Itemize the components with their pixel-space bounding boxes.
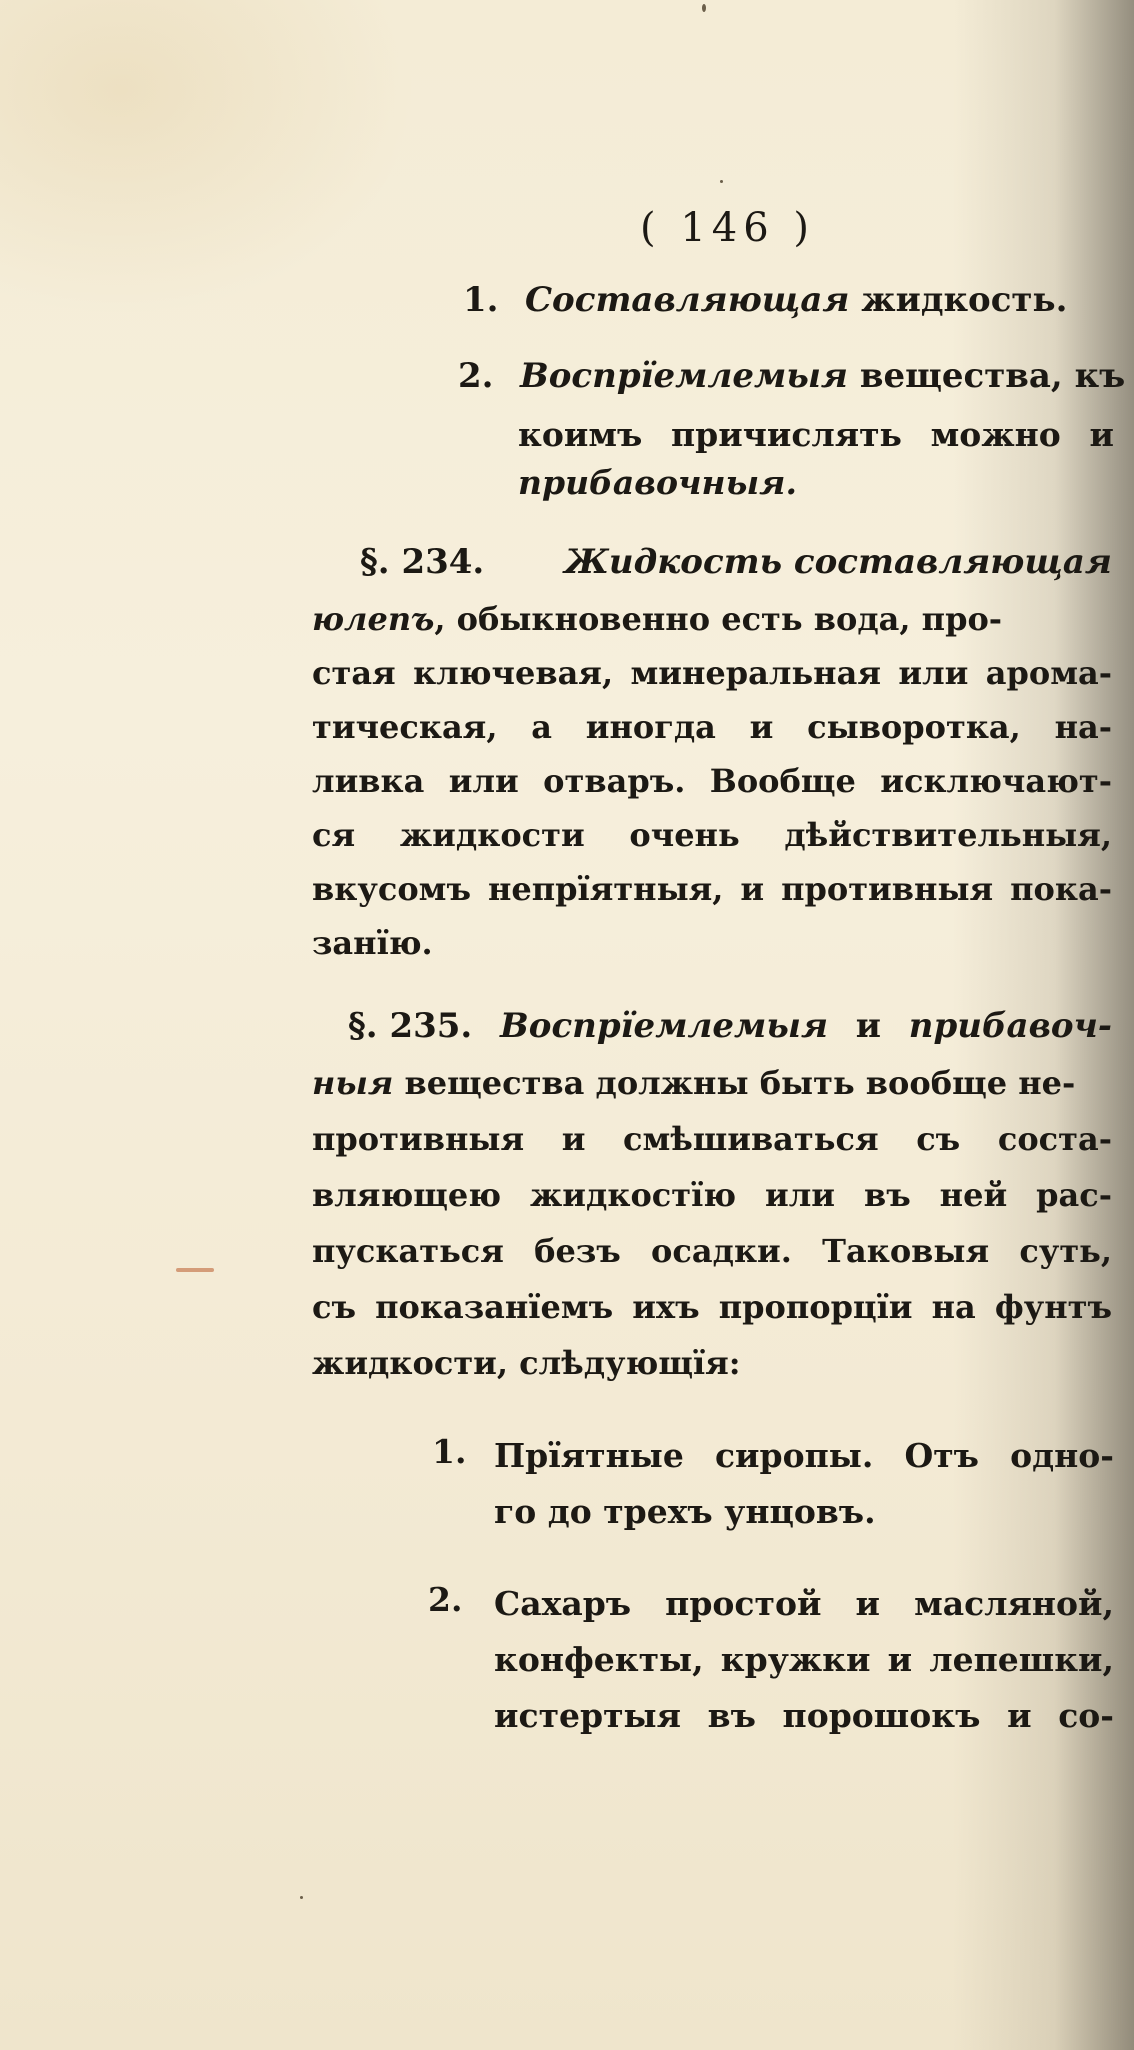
- italic-term: Воспрïемлемыя: [500, 1006, 829, 1046]
- paragraph-line: [312, 600, 1112, 638]
- list-number: 1.: [432, 1432, 467, 1471]
- italic-term: Жидкость составляющая: [564, 542, 1112, 582]
- paragraph-line: ливка или отваръ. Вообще исключают-: [312, 762, 1112, 800]
- list-line: конфекты, кружки и лепешки,: [494, 1640, 1114, 1679]
- paragraph-line: ся жидкости очень дѣйствительныя,: [312, 816, 1112, 854]
- ink-speck: [300, 1896, 303, 1899]
- paragraph-line: съ показанïемъ ихъ пропорцïи на фунтъ: [312, 1288, 1112, 1326]
- paragraph-line: занïю.: [312, 924, 433, 962]
- list-continuation: коимъ причислять можно и: [518, 415, 1114, 454]
- italic-term: ныя: [312, 1064, 394, 1102]
- paragraph-line: вляющею жидкостïю или въ ней рас-: [312, 1176, 1112, 1214]
- italic-term: Составляющая: [525, 280, 850, 320]
- list-line: Сахаръ простой и масляной,: [494, 1584, 1114, 1623]
- italic-term: прибавоч-: [908, 1006, 1112, 1046]
- line-text: вещества должны быть вообще не-: [393, 1064, 1076, 1102]
- list-line: го до трехъ унцовъ.: [494, 1492, 876, 1531]
- section-number: §. 234.: [360, 542, 485, 582]
- list-text: вещества, къ: [847, 356, 1126, 396]
- ink-speck: [702, 4, 706, 12]
- list-number: 2.: [428, 1580, 463, 1619]
- list-number: 2.: [458, 356, 494, 396]
- list-continuation-italic: прибавочныя.: [518, 463, 797, 502]
- paragraph-line: жидкости, слѣдующïя:: [312, 1344, 741, 1382]
- paragraph-line: тическая, а иногда и сыворотка, на-: [312, 708, 1112, 746]
- section-heading-235: [312, 1006, 1112, 1046]
- list-text: жидкость.: [849, 280, 1068, 320]
- list-item: [432, 1424, 494, 1480]
- list-number: 1.: [463, 280, 499, 320]
- margin-smudge: [176, 1268, 214, 1272]
- list-line: Прïятные сиропы. Отъ одно-: [494, 1436, 1114, 1475]
- italic-term: Воспрïемлемыя: [520, 356, 848, 396]
- paragraph-line: вкусомъ непрïятныя, и противныя пока-: [312, 870, 1112, 908]
- paragraph-line: противныя и смѣшиваться съ соста-: [312, 1120, 1112, 1158]
- ink-speck: [720, 180, 723, 183]
- paragraph-line: пускаться безъ осадки. Таковыя суть,: [312, 1232, 1112, 1270]
- line-text: , обыкновенно есть вода, про-: [434, 600, 1003, 638]
- paragraph-line: стая ключевая, минеральная или арома-: [312, 654, 1112, 692]
- list-item: [463, 272, 1067, 328]
- italic-term: юлепъ: [312, 600, 435, 638]
- list-line: истертыя въ порошокъ и со-: [494, 1696, 1114, 1735]
- section-number: §. 235.: [348, 1006, 473, 1046]
- line-text: и: [855, 1006, 881, 1046]
- section-heading-234: [312, 542, 1112, 582]
- list-item: [458, 348, 1125, 404]
- page-number: ( 146 ): [640, 205, 815, 251]
- paragraph-line: [312, 1064, 1112, 1102]
- list-item: [428, 1572, 490, 1628]
